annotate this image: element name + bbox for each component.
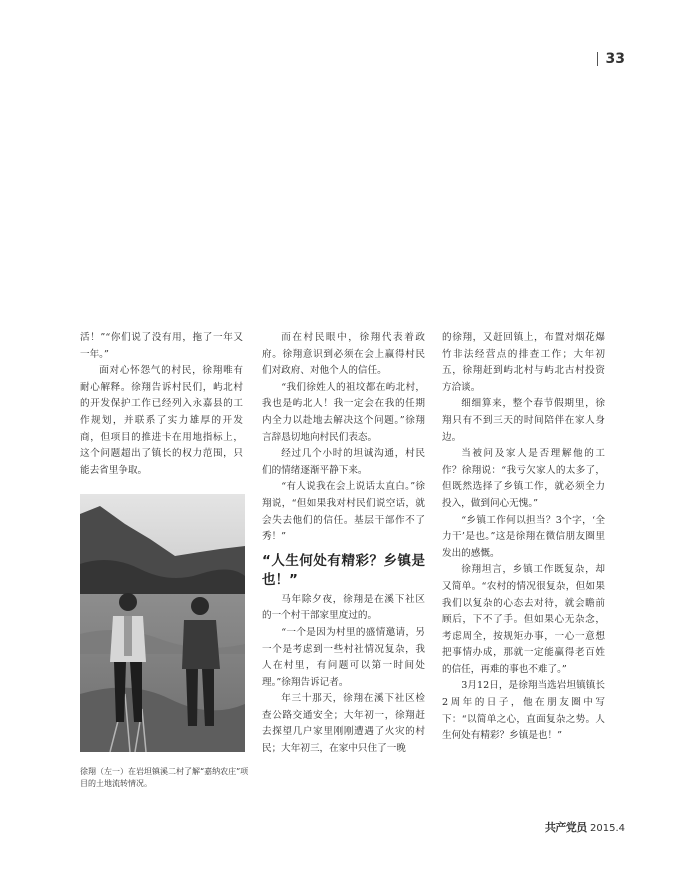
article-column-3 <box>442 330 605 745</box>
paragraph: 细细算来，整个春节假期里，徐翔只有不到三天的时间陪伴在家人身边。 <box>442 398 605 443</box>
paragraph: “有人说我在会上说话太直白。”徐翔说，“但如果我对村民们说空话，就会失去他们的信任。基层干部作不了秀！” <box>262 481 425 543</box>
paragraph: 徐翔坦言，乡镇工作既复杂，却又简单。“农村的情况很复杂，但如果我们以复杂的心态去对待，就会瞻前顾后，下不了手。但如果心无杂念，考虑周全，按规矩办事，一心一意想把事情办成，那就一定能赢得老百姓的信任，再难的事也不难了。” <box>442 564 605 675</box>
page-footer <box>545 819 625 835</box>
article-column-1 <box>80 330 243 479</box>
paragraph: 3月12日，是徐翔当选岩坦镇镇长2周年的日子，他在朋友圈中写下：“以简单之心，直面复杂之势。人生何处有精彩？乡镇是也！” <box>442 680 605 742</box>
paragraph: “我们徐姓人的祖坟都在屿北村，我也是屿北人！我一定会在我的任期内全力以赴地去解决这个问题。”徐翔言辞恳切地向村民们表态。 <box>262 381 425 443</box>
article-column-2 <box>262 330 425 758</box>
section-heading: “人生何处有精彩？乡镇是也！” <box>262 552 425 588</box>
paragraph: 当被问及家人是否理解他的工作？徐翔说：“我亏欠家人的太多了，但既然选择了乡镇工作，就必须全力投入，做到问心无愧。” <box>442 448 605 509</box>
paragraph: “乡镇工作何以担当？3个字，‘全力干’是也。”这是徐翔在微信朋友圈里发出的感慨。 <box>442 514 605 559</box>
magazine-masthead: 共产党员 <box>544 821 587 834</box>
issue-number: 2015.4 <box>590 823 625 834</box>
paragraph: 马年除夕夜，徐翔是在溪下社区的一个村干部家里度过的。 <box>262 593 425 622</box>
paragraph: 经过几个小时的坦诚沟通，村民们的情绪逐渐平静下来。 <box>262 448 425 476</box>
paragraph: 活！”“你们说了没有用，拖了一年又一年。” <box>80 332 243 360</box>
paragraph: 年三十那天，徐翔在溪下社区检查公路交通安全；大年初一，徐翔赶去探望几户家里刚刚遭遇了火灾的村民；大年初三，在家中只住了一晚 <box>262 693 425 755</box>
paragraph: 面对心怀怨气的村民，徐翔唯有耐心解释。徐翔告诉村民们，屿北村的开发保护工作已经列入永嘉县的工作规划，并联系了实力雄厚的开发商，但项目的推进卡在用地指标上，这个问题超出了镇长的权力范围，只能去省里争取。 <box>80 365 243 476</box>
article-photo <box>80 494 245 752</box>
photo-caption: 徐翔（左一）在岩坦镇溪二村了解“嘉纳农庄”项目的土地流转情况。 <box>80 767 249 788</box>
paragraph: 而在村民眼中，徐翔代表着政府。徐翔意识到必须在会上赢得村民们对政府、对他个人的信任。 <box>262 332 425 377</box>
paragraph: “一个是因为村里的盛情邀请，另一个是考虑到一些村社情况复杂，我人在村里，有问题可以第一时间处理。”徐翔告诉记者。 <box>262 626 425 688</box>
page-number: 33 <box>597 52 625 66</box>
paragraph: 的徐翔，又赶回镇上，布置对烟花爆竹非法经营点的排查工作；大年初五，徐翔赶到屿北村与屿北古村投资方洽谈。 <box>442 332 605 393</box>
